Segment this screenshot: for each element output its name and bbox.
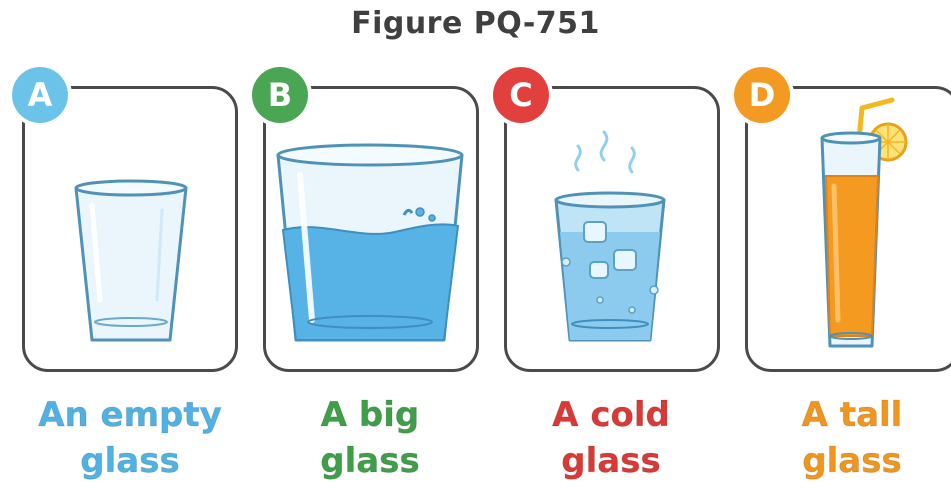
caption-d <box>732 392 951 484</box>
caption-a-line2: glass <box>80 441 180 481</box>
caption-c-line2: glass <box>561 441 661 481</box>
badge-c: C <box>493 67 549 123</box>
caption-b-line2: glass <box>320 441 420 481</box>
figure-title: Figure PQ-751 <box>351 6 600 41</box>
caption-a-line1: An empty <box>38 395 222 435</box>
caption-b-line1: A big <box>320 395 420 435</box>
caption-c-line1: A cold <box>552 395 670 435</box>
badge-b: B <box>252 67 308 123</box>
caption-d-line1: A tall <box>801 395 903 435</box>
badge-a: A <box>12 67 68 123</box>
badge-d: D <box>734 67 790 123</box>
caption-d-line2: glass <box>802 441 902 481</box>
